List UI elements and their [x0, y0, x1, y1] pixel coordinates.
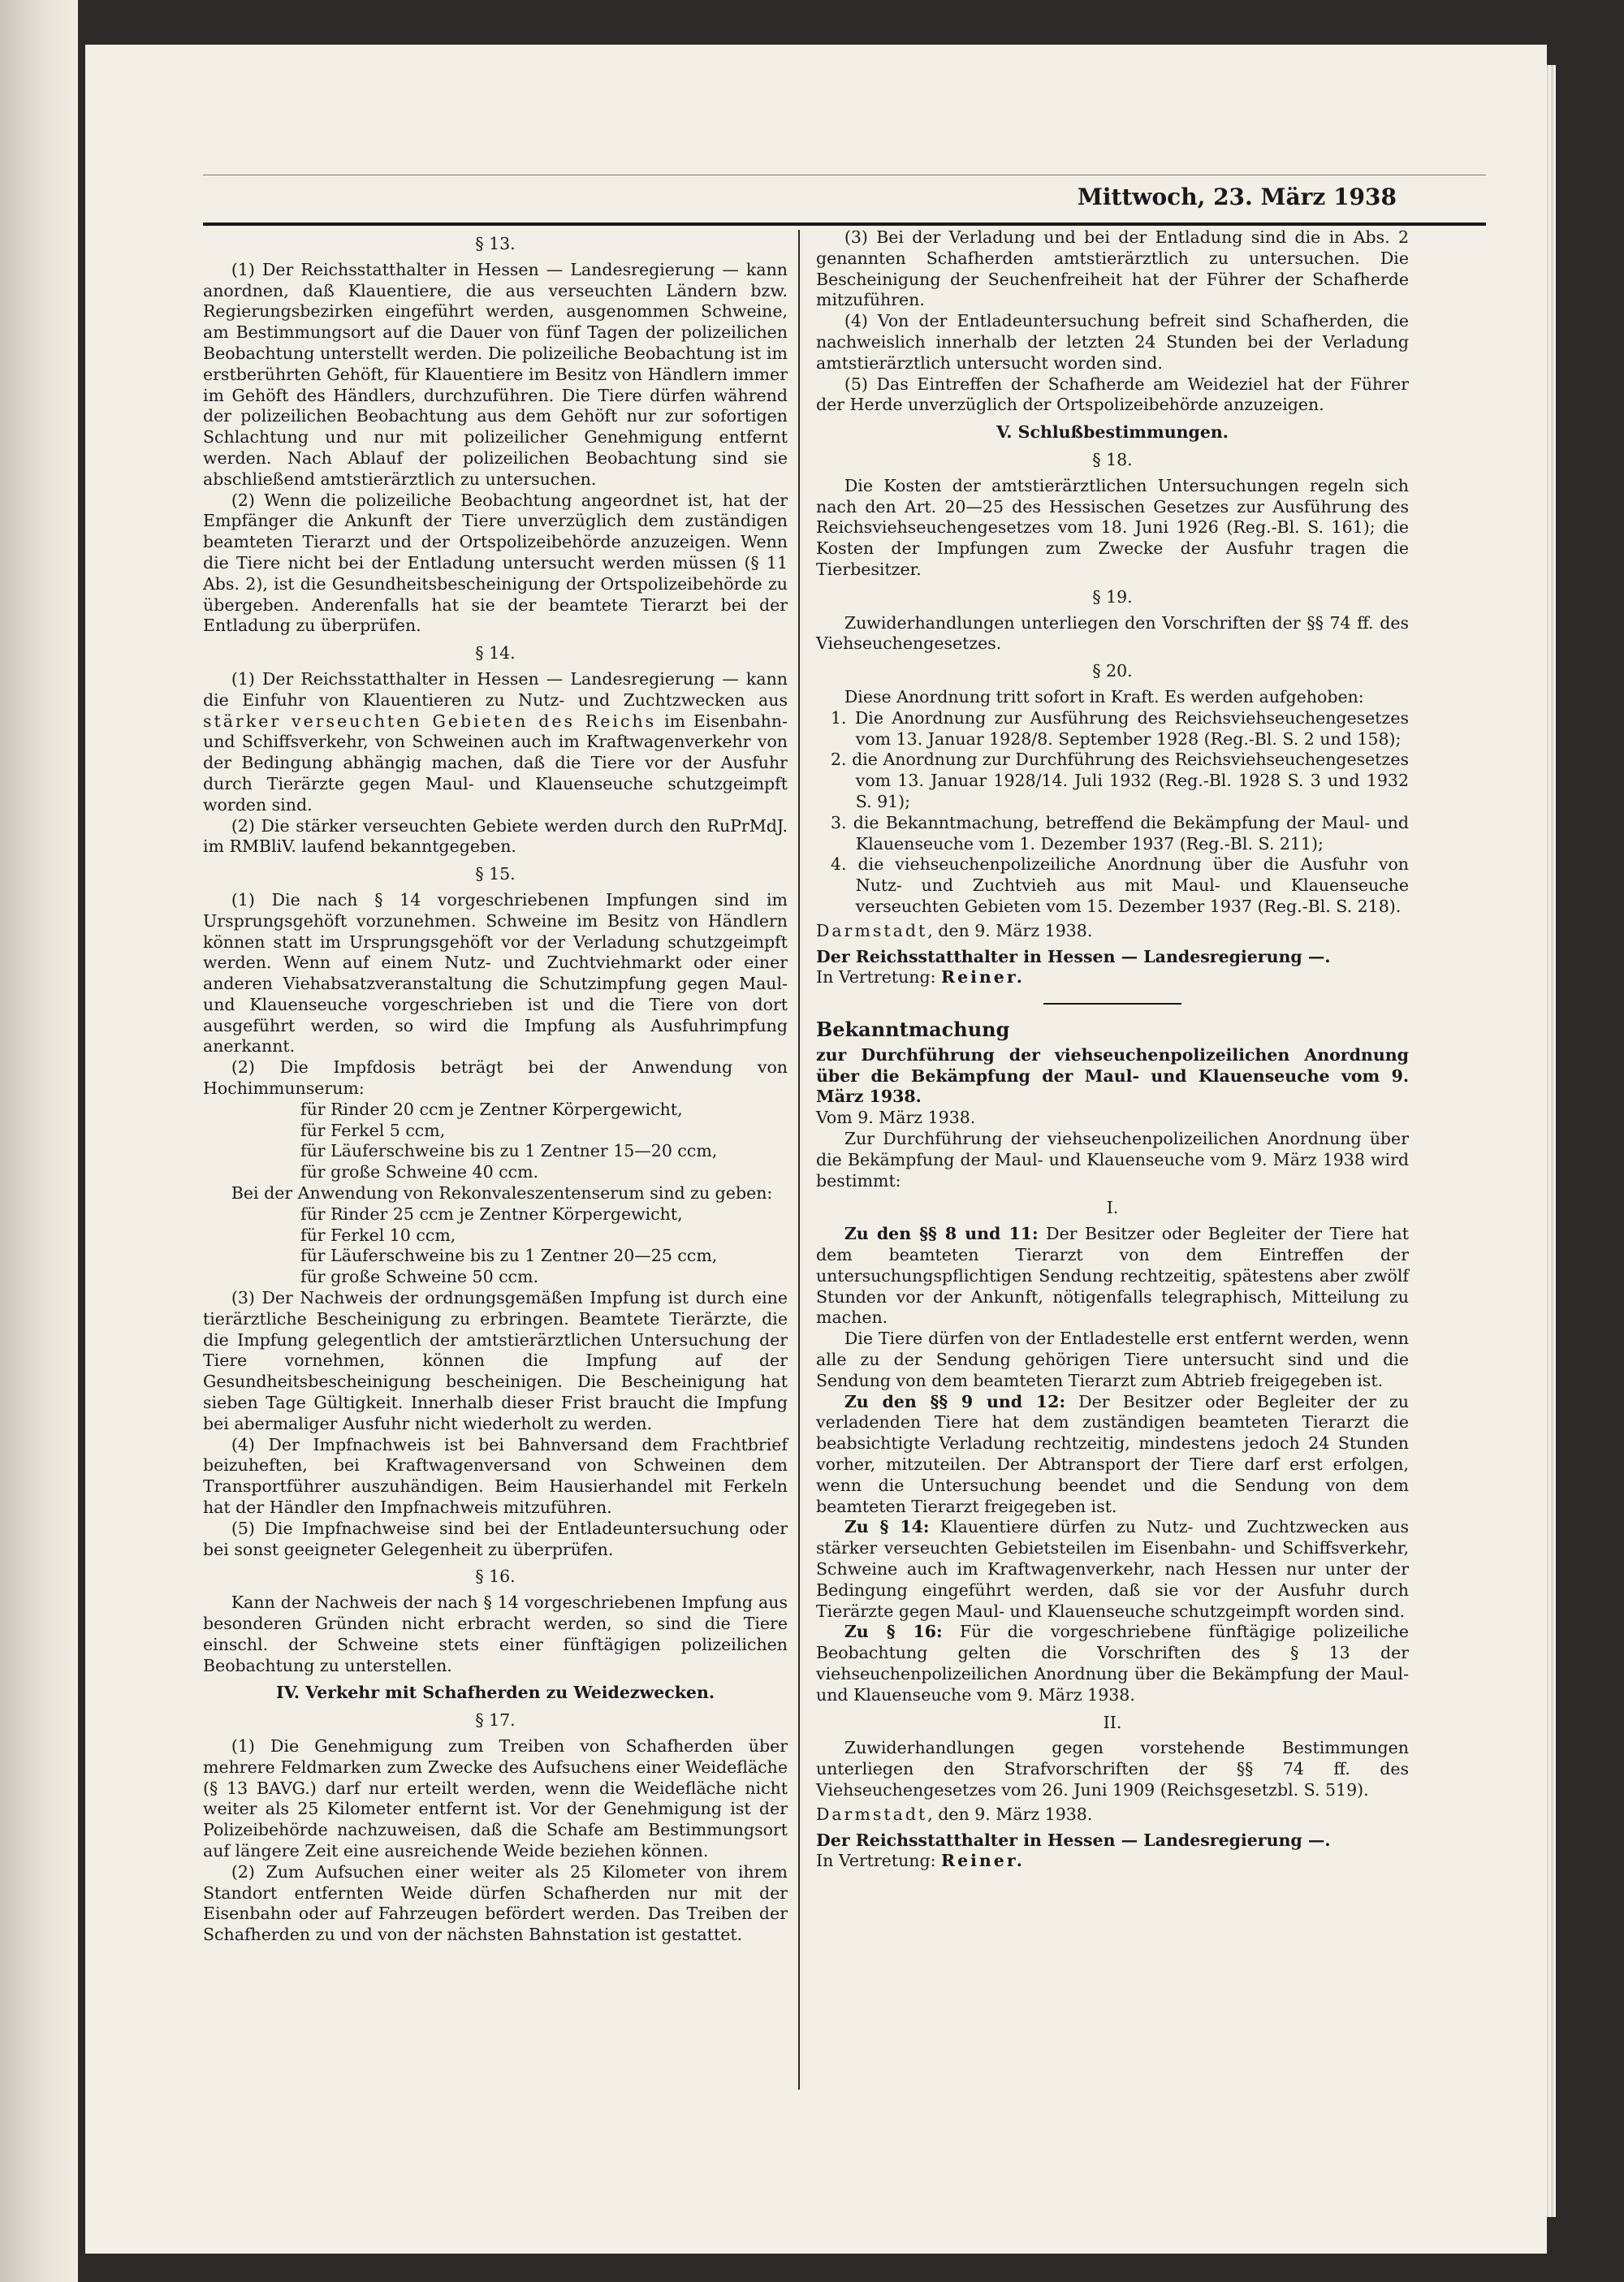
signature-label: In Vertretung:: [816, 967, 942, 988]
paragraph: (2) Die stärker verseuchten Gebiete werden durch den RuPrMdJ. im RMBliV. laufend bekanntgegeben.: [203, 815, 788, 857]
dosage-list-hochimmunserum: [203, 1100, 788, 1183]
date-text: , den 9. März 1938.: [927, 1804, 1093, 1824]
list-item: für Ferkel 5 ccm,: [300, 1120, 446, 1140]
paragraph: Die Tiere dürfen von der Entladestelle erst entfernt werden, wenn alle zu der Sendung gehörigen Tiere untersucht sind und die Sendung von dem beamteten Tierarzt zum Abtrieb freigegeben ist.: [816, 1329, 1409, 1390]
header-date: Mittwoch, 23. März 1938: [1077, 184, 1397, 210]
facing-page-edge: [0, 0, 78, 2282]
part-2-heading: II.: [1103, 1712, 1122, 1732]
place: Darmstadt: [816, 1804, 928, 1824]
signature-line: [816, 967, 1409, 988]
part-5-heading: V. Schlußbestimmungen.: [996, 422, 1229, 443]
page-content: [203, 45, 1486, 2254]
paragraph: [816, 1517, 1409, 1622]
article-label: Zu § 16:: [844, 1622, 943, 1642]
announcement-title: Bekanntmachung: [816, 1018, 1010, 1042]
list-item: 4. die viehseuchenpolizeiliche Anordnung über die Ausfuhr von Nutz- und Zuchtvieh aus mit Maul- und Klauenseuche verseuchten Gebieten vom 15. Dezember 1937 (Reg.-Bl. S. 218).: [831, 854, 1409, 916]
paragraph: (5) Die Impfnachweise sind bei der Entladeuntersuchung oder bei sonst geeigneter Gelegenheit zu überprüfen.: [203, 1518, 788, 1559]
list-item: 1. Die Anordnung zur Ausführung des Reichsviehseuchengesetzes vom 13. Januar 1928/8. September 1928 (Reg.-Bl. S. 2 und 158);: [831, 707, 1409, 749]
text-run: Der Besitzer oder Begleiter der Tiere hat dem beamteten Tierarzt von dem Eintreffen der untersuchungspflichtigen Sendung rechtzeitig, spätestens aber zwölf Stunden vor der Ankunft, nötigenfalls telegraphisch, Mitteilung zu machen.: [816, 1224, 1409, 1328]
page-header: [203, 175, 1486, 226]
paragraph: (1) Die Genehmigung zum Treiben von Schafherden über mehrere Feldmarken zum Zwecke des Aufsuchens einer Weidefläche (§ 13 BAVG.) darf nur erteilt werden, wenn die Weidefläche nicht weiter als 25 Kilometer entfernt ist. Vor der Genehmigung ist der Polizeibehörde nachzuweisen, daß die Schafe am Bestimmungsort auf längere Zeit eine ausreichende Weide beziehen können.: [203, 1735, 788, 1861]
section-13-heading: § 13.: [475, 234, 516, 253]
signature-name: Reiner.: [941, 1851, 1025, 1871]
date-text: , den 9. März 1938.: [927, 920, 1093, 940]
announcement-date: Vom 9. März 1938.: [816, 1108, 976, 1128]
emphasized-text: stärker verseuchten Gebieten des Reichs: [203, 711, 657, 731]
place: Darmstadt: [816, 920, 928, 940]
paragraph: (1) Der Reichsstatthalter in Hessen — Landesregierung — kann anordnen, daß Klauentiere, die aus verseuchten Ländern bzw. Regierungsbezirken eingeführt werden, ausgenommen Schweine, am Bestimmungsort auf die Dauer von fünf Tagen der polizeilichen Beobachtung unterstellt werden. Die polizeiliche Beobachtung ist im erstberührten Gehöft, für Klauentiere im Besitz von Händlern immer im Gehöft des Händlers, durchzuführen. Die Tiere dürfen während der polizeilichen Beobachtung aus dem Gehöft nur zur sofortigen Schlachtung und nur mit polizeilicher Genehmigung entfernt werden. Nach Ablauf der polizeilichen Beobachtung sind sie abschließend amtstierärztlich zu untersuchen.: [203, 259, 788, 489]
article-label: Zu den §§ 9 und 12:: [844, 1391, 1066, 1411]
paragraph: [203, 669, 788, 816]
paragraph: (3) Bei der Verladung und bei der Entladung sind die in Abs. 2 genannten Schafherden amtstierärztlich zu untersuchen. Die Bescheinigung der Seuchenfreiheit hat der Führer der Schafherde mitzuführen.: [816, 227, 1409, 310]
paragraph: (1) Die nach § 14 vorgeschriebenen Impfungen sind im Ursprungsgehöft vorzunehmen. Schweine im Besitz von Händlern können statt im Ursprungsgehöft vor der Verladung schutzgeimpft werden. Wenn auf einem Nutz- und Zuchtviehmarkt oder einer anderen Viehabsatzveranstaltung die Schutzimpfung gegen Maul- und Klauenseuche vorgeschrieben ist und die Tiere von dort ausgeführt werden, so wird die Impfung als Ausfuhrimpfung anerkannt.: [203, 889, 788, 1057]
section-14-heading: § 14.: [475, 643, 516, 663]
list-item: 2. die Anordnung zur Durchführung des Reichsviehseuchengesetzes vom 13. Januar 1928/14. Juli 1932 (Reg.-Bl. 1928 S. 3 und 1932 S. 91);: [831, 750, 1409, 811]
article-label: Zu den §§ 8 und 11:: [844, 1224, 1039, 1244]
text-run: im Eisenbahn- und Schiffsverkehr, von Schweinen auch im Kraftwagenverkehr von der Bedingung abhängig machen, daß die Tiere vor der Ausfuhr durch Tierärzte gegen Maul- und Klauenseuche schutzgeimpft worden sind.: [203, 711, 788, 815]
paragraph: (3) Der Nachweis der ordnungsgemäßen Impfung ist durch eine tierärztliche Bescheinigung zu erbringen. Beamtete Tierärzte, die die Impfung gelegentlich der amtstierärztlichen Untersuchung der Tiere vornehmen, können die Impfung auf der Gesundheitsbescheinigung bescheinigen. Die Bescheinigung hat sieben Tage Gültigkeit. Innerhalb dieser Frist braucht die Impfung bei abermaliger Ausfuhr nicht wiederholt zu werden.: [203, 1288, 788, 1433]
paragraph: [816, 1392, 1409, 1518]
text-run: Der Besitzer oder Begleiter der zu verladenden Tiere hat dem zuständigen beamteten Tierarzt die beabsichtigte Verladung rechtzeitig, mindestens jedoch 24 Stunden vorher, mitzuteilen. Der Abtransport der Tiere darf erst erfolgen, wenn die Untersuchung beendet und die Sendung von dem beamteten Tierarzt freigegeben ist.: [816, 1391, 1410, 1516]
paragraph: [816, 1224, 1409, 1329]
list-item: für Rinder 25 ccm je Zentner Körpergewicht,: [300, 1204, 683, 1224]
dosage-list-rekonvaleszentenserum: [203, 1204, 788, 1288]
paragraph: Bei der Anwendung von Rekonvaleszentenserum sind zu geben:: [231, 1183, 773, 1204]
place-date-line: [816, 921, 1409, 942]
list-item: 3. die Bekanntmachung, betreffend die Bekämpfung der Maul- und Klauenseuche vom 1. Dezember 1937 (Reg.-Bl. S. 211);: [831, 812, 1409, 854]
announcement-subtitle: zur Durchführung der viehseuchenpolizeilichen Anordnung über die Bekämpfung der Maul- und Klauenseuche vom 9. März 1938.: [816, 1044, 1409, 1107]
paragraph: (2) Zum Aufsuchen einer weiter als 25 Kilometer von ihrem Standort entfernten Weide dürfen Schafherden nur mit der Eisenbahn oder auf Fahrzeugen befördert werden. Das Treiben der Schafherden zu und von der nächsten Bahnstation ist gestattet.: [203, 1861, 788, 1945]
paragraph: (2) Wenn die polizeiliche Beobachtung angeordnet ist, hat der Empfänger die Ankunft der Tiere unverzüglich dem zuständigen beamteten Tierarzt und der Ortspolizeibehörde anzuzeigen. Wenn die Tiere nicht bei der Entladung untersucht werden müssen (§ 11 Abs. 2), ist die Gesundheitsbescheinigung der Ortspolizeibehörde zu übergeben. Anderenfalls hat sie der beamtete Tierarzt bei der Entladung zu überprüfen.: [203, 490, 788, 636]
list-item: für große Schweine 50 ccm.: [300, 1267, 539, 1287]
paragraph: Zuwiderhandlungen unterliegen den Vorschriften der §§ 74 ff. des Viehseuchengesetzes.: [816, 612, 1409, 654]
list-item: für Ferkel 10 ccm,: [300, 1225, 456, 1245]
section-16-heading: § 16.: [475, 1567, 516, 1587]
list-item: für Rinder 20 ccm je Zentner Körpergewicht,: [300, 1099, 683, 1119]
section-15-heading: § 15.: [475, 864, 516, 884]
paragraph: (4) Von der Entladeuntersuchung befreit sind Schafherden, die nachweislich innerhalb der letzten 24 Stunden bei der Verladung amtstierärztlich untersucht worden sind.: [816, 311, 1409, 373]
signing-authority: Der Reichsstatthalter in Hessen — Landesregierung —.: [816, 946, 1331, 966]
paragraph: Die Kosten der amtstierärztlichen Untersuchungen regeln sich nach den Art. 20—25 des Hessischen Gesetzes zur Ausführung des Reichsviehseuchengesetzes vom 18. Juni 1926 (Reg.-Bl. S. 161); die Kosten der Impfungen zum Zwecke der Ausfuhr tragen die Tierbesitzer.: [816, 475, 1409, 579]
paragraph: Diese Anordnung tritt sofort in Kraft. Es werden aufgehoben:: [844, 686, 1364, 707]
text-run: Klauentiere dürfen zu Nutz- und Zuchtzwecken aus stärker verseuchten Gebietsteilen im Eisenbahn- und Schiffsverkehr, Schweine auch im Kraftwagenverkehr, nach Hessen nur unter der Bedingung eingeführt werden, daß sie vor der Ausfuhr durch Tierärzte gegen Maul- und Klauenseuche schutzgeimpft worden sind.: [816, 1517, 1409, 1621]
paragraph: Kann der Nachweis der nach § 14 vorgeschriebenen Impfung aus besonderen Gründen nicht erbracht werden, so sind die Tiere einschl. der Schweine stets einer fünftägigen polizeilichen Beobachtung zu unterstellen.: [203, 1593, 788, 1675]
paragraph: (4) Der Impfnachweis ist bei Bahnversand dem Frachtbrief beizuheften, bei Kraftwagenversand von Schweinen dem Transportführer auszuhändigen. Beim Hausierhandel mit Ferkeln hat der Händler den Impfnachweis mitzuführen.: [203, 1434, 788, 1518]
list-item: für große Schweine 40 ccm.: [300, 1162, 539, 1182]
right-column: [816, 227, 1409, 1872]
section-18-heading: § 18.: [1092, 449, 1133, 469]
left-column: [203, 227, 788, 1946]
part-1-heading: I.: [1106, 1198, 1119, 1218]
part-4-heading: IV. Verkehr mit Schafherden zu Weidezwecken.: [275, 1683, 715, 1703]
article-label: Zu § 14:: [844, 1517, 930, 1537]
document-page: [85, 45, 1547, 2254]
list-item: für Läuferschweine bis zu 1 Zentner 20—25 ccm,: [300, 1246, 718, 1266]
section-20-heading: § 20.: [1092, 661, 1133, 681]
signature-label: In Vertretung:: [816, 1851, 942, 1871]
section-19-heading: § 19.: [1092, 586, 1133, 607]
column-divider: [798, 230, 800, 2090]
signature-name: Reiner.: [941, 967, 1025, 988]
paragraph: [816, 1622, 1409, 1705]
paragraph: Zur Durchführung der viehseuchenpolizeilichen Anordnung über die Bekämpfung der Maul- und Klauenseuche vom 9. März 1938 wird bestimmt:: [816, 1129, 1409, 1191]
list-item: für Läuferschweine bis zu 1 Zentner 15—20 ccm,: [300, 1141, 718, 1161]
divider-rule: [1043, 1003, 1181, 1005]
text-run: (1) Der Reichsstatthalter in Hessen — Landesregierung — kann die Einfuhr von Klauentieren zu Nutz- und Zuchtzwecken aus: [203, 668, 788, 710]
signature-line: [816, 1851, 1409, 1872]
repealed-list: [816, 708, 1409, 918]
paragraph: Zuwiderhandlungen gegen vorstehende Bestimmungen unterliegen den Strafvorschriften der §§ 74 ff. des Viehseuchengesetzes vom 26. Juni 1909 (Reichsgesetzbl. S. 519).: [816, 1738, 1409, 1800]
paragraph: (5) Das Eintreffen der Schafherde am Weideziel hat der Führer der Herde unverzüglich der Ortspolizeibehörde anzuzeigen.: [816, 374, 1409, 415]
text-run: Für die vorgeschriebene fünftägige polizeiliche Beobachtung gelten die Vorschriften des § 13 der viehseuchenpolizeilichen Anordnung über die Bekämpfung der Maul- und Klauenseuche vom 9. März 1938.: [816, 1622, 1409, 1705]
place-date-line: [816, 1804, 1409, 1826]
paragraph: (2) Die Impfdosis beträgt bei der Anwendung von Hochimmunserum:: [203, 1057, 788, 1099]
signing-authority: Der Reichsstatthalter in Hessen — Landesregierung —.: [816, 1830, 1331, 1850]
section-17-heading: § 17.: [475, 1710, 516, 1731]
